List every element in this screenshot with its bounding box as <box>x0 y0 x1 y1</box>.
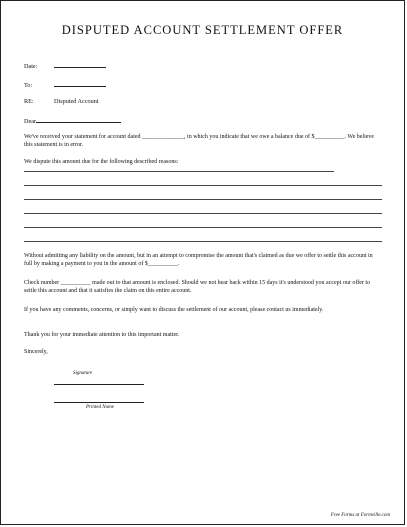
paragraph-offer: Without admitting any liability on the amount, but in an attempt to compromise the amount that's claimed as due we offer to settle this account in full by making a payment to you in the amount of $__________. <box>24 253 373 267</box>
paragraph-statement: We've received your statement for account dated ______________, in which you indicate that we owe a balance due of $__________. We believe this statement is in error. <box>24 134 375 148</box>
re-value: Disputed Account <box>54 98 99 105</box>
date-label: Date: <box>24 63 38 70</box>
re-label: RE: <box>24 98 34 105</box>
paragraph-dispute: We dispute this amount due for the following described reasons: <box>24 159 179 165</box>
dear-label: Dear <box>24 118 37 125</box>
closing: Sincerely, <box>24 349 48 355</box>
printed-name-caption: Printed Name <box>86 405 114 410</box>
paragraph-thanks: Thank you for your immediate attention to this important matter. <box>24 332 180 338</box>
date-field <box>24 61 106 71</box>
reason-line-3[interactable] <box>24 199 382 200</box>
to-blank[interactable] <box>54 80 106 87</box>
salutation <box>24 116 121 126</box>
document-title: DISPUTED ACCOUNT SETTLEMENT OFFER <box>61 23 344 37</box>
paragraph-check: Check number __________ made out to that amount is enclosed. Should we not hear back within 15 days it's understood you accept our offer to settle this account and that it satisfies the claim on this entire account. <box>24 280 371 294</box>
printed-name-line[interactable] <box>54 402 144 403</box>
reason-line-2[interactable] <box>24 185 382 186</box>
reason-line-5[interactable] <box>24 227 382 228</box>
signature-caption: Signature <box>73 371 93 376</box>
signature-line[interactable] <box>54 384 144 385</box>
to-label: To: <box>24 82 33 89</box>
reason-line-4[interactable] <box>24 213 382 214</box>
footer-credit: Free Forms at Formville.com <box>330 513 390 518</box>
recipient-blank[interactable] <box>36 116 121 123</box>
date-blank[interactable] <box>54 61 106 68</box>
reason-line-1[interactable] <box>24 171 334 172</box>
re-field <box>24 98 99 106</box>
paragraph-contact: If you have any comments, concerns, or simply want to discuss the settlement of our account, please contact us immediately. <box>24 307 324 313</box>
reason-line-6[interactable] <box>24 241 382 242</box>
to-field <box>24 80 106 90</box>
